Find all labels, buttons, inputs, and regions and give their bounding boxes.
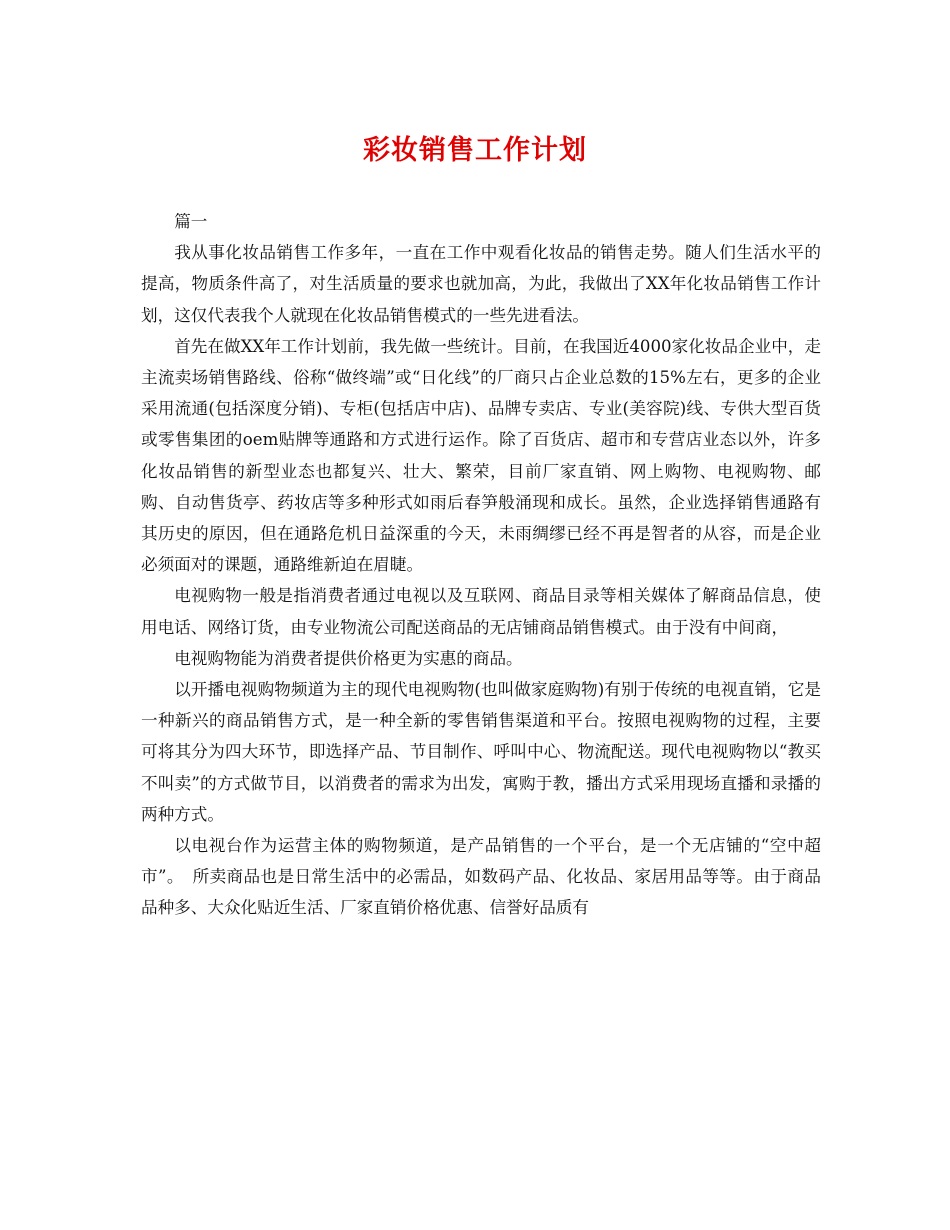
document-body (141, 206, 821, 924)
paragraph: 我从事化妆品销售工作多年，一直在工作中观看化妆品的销售走势。随人们生活水平的提高，物质条件高了，对生活质量的要求也就加高，为此，我做出了XX年化妆品销售工作计划，这仅代表我个人就现在化妆品销售模式的一些先进看法。 (141, 243, 821, 325)
paragraph: 电视购物能为消费者提供价格更为实惠的商品。 (174, 648, 523, 668)
document-title: 彩妆销售工作计划 (363, 135, 587, 166)
paragraph: 首先在做XX年工作计划前，我先做一些统计。目前，在我国近4000家化妆品企业中，走主流卖场销售路线、俗称“做终端”或“日化线”的厂商只占企业总数的15%左右，更多的企业采用流通(包括深度分销)、专柜(包括店中店)、品牌专卖店、专业(美容院)线、专供大型百货或零售集团的oem贴牌等通路和方式进行运作。除了百货店、超市和专营店业态以外，许多化妆品销售的新型业态也都复兴、壮大、繁荣，目前厂家直销、网上购物、电视购物、邮购、自动售货亭、药妆店等多种形式如雨后春笋般涌现和成长。虽然，企业选择销售通路有其历史的原因，但在通路危机日益深重的今天，未雨绸缪已经不再是智者的从容，而是企业必须面对的课题，通路维新迫在眉睫。 (141, 336, 821, 575)
paragraph: 以电视台作为运营主体的购物频道，是产品销售的一个平台，是一个无店铺的“空中超市”。 所卖商品也是日常生活中的必需品，如数码产品、化妆品、家居用品等等。由于商品品种多、大众化贴近生活、厂家直销价格优惠、信誉好品质有 (141, 836, 821, 918)
section-heading: 篇一 (174, 212, 208, 231)
paragraph: 以开播电视购物频道为主的现代电视购物(也叫做家庭购物)有别于传统的电视直销，它是一种新兴的商品销售方式，是一种全新的零售销售渠道和平台。按照电视购物的过程，主要可将其分为四大环节，即选择产品、节目制作、呼叫中心、物流配送。现代电视购物以“教买不叫卖”的方式做节目，以消费者的需求为出发，寓购于教，播出方式采用现场直播和录播的两种方式。 (141, 680, 821, 824)
paragraph: 电视购物一般是指消费者通过电视以及互联网、商品目录等相关媒体了解商品信息，使用电话、网络订货，由专业物流公司配送商品的无店铺商品销售模式。由于没有中间商， (141, 586, 821, 637)
